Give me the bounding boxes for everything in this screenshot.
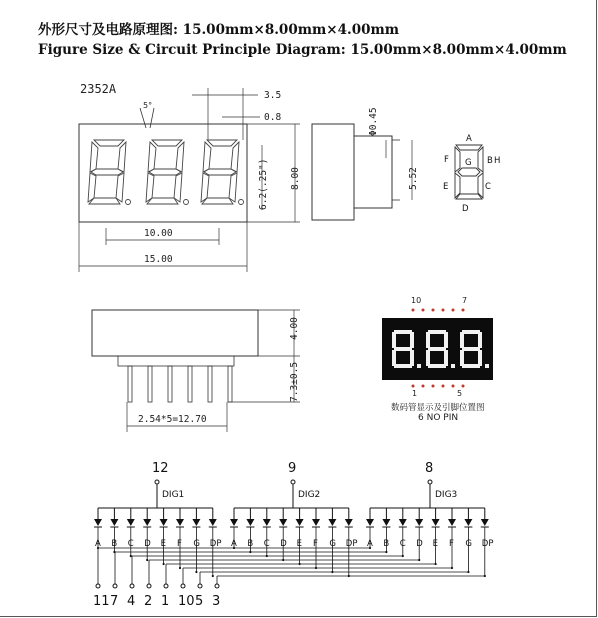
circuit-seg-label: E bbox=[296, 539, 302, 549]
photo-pin-10: 10 bbox=[411, 296, 422, 305]
front-view-digits bbox=[88, 140, 244, 205]
photo-pin-1: 1 bbox=[412, 389, 418, 398]
circuit-seg-label: A bbox=[231, 539, 237, 549]
dim-span: 10.00 bbox=[144, 228, 173, 239]
circuit-seg-label: A bbox=[367, 539, 373, 549]
photo-segment bbox=[410, 332, 414, 348]
decimal-point-1 bbox=[126, 200, 131, 205]
circuit-bottom-pin: 4 bbox=[127, 594, 136, 609]
pin-dot bbox=[442, 309, 445, 312]
pin-leg bbox=[208, 366, 212, 402]
photo-segment bbox=[410, 350, 414, 366]
circuit-seg-label: DP bbox=[345, 539, 358, 549]
photo-segment bbox=[392, 350, 396, 366]
photo-caption-en: 6 NO PIN bbox=[418, 413, 459, 423]
photo-segment bbox=[394, 364, 412, 368]
photo-pin-dots-top bbox=[412, 309, 465, 312]
circuit-seg-label: G bbox=[329, 539, 336, 549]
led-diode bbox=[296, 519, 304, 526]
pin-dot bbox=[422, 385, 425, 388]
pin-dot bbox=[432, 309, 435, 312]
led-diode bbox=[382, 519, 390, 526]
led-diode bbox=[209, 519, 217, 526]
circuit-bottom-pin: 11 bbox=[93, 594, 110, 609]
photo-segment bbox=[462, 330, 480, 334]
dim-angle: 5° bbox=[143, 101, 153, 110]
side-view-body bbox=[312, 124, 354, 220]
led-diode bbox=[94, 519, 102, 526]
pin-leg bbox=[188, 366, 192, 402]
seg-label-g: G bbox=[465, 158, 472, 168]
dim-pin-pitch: 2.54*5=12.70 bbox=[138, 414, 207, 425]
front-view-body bbox=[79, 124, 247, 222]
seg-label-d: D bbox=[462, 204, 469, 214]
led-diode bbox=[176, 519, 184, 526]
circuit-seg-label: G bbox=[465, 539, 472, 549]
photo-segment bbox=[478, 332, 482, 348]
photo-pin-5: 5 bbox=[457, 389, 463, 398]
led-diode bbox=[279, 519, 287, 526]
pin-dot bbox=[412, 385, 415, 388]
circuit-seg-label: DP bbox=[209, 539, 222, 549]
led-diode bbox=[464, 519, 472, 526]
circuit-seg-label: D bbox=[416, 539, 423, 549]
photo-segment bbox=[460, 350, 464, 366]
dim-seg-width: 0.8 bbox=[264, 112, 282, 123]
circuit-dig-name-2: DIG2 bbox=[298, 490, 321, 500]
dim-pin-length: 7.3±0.5 bbox=[289, 361, 300, 402]
circuit-dig-pin-1: 12 bbox=[152, 461, 169, 476]
led-diode bbox=[143, 519, 151, 526]
pin-dot bbox=[452, 309, 455, 312]
circuit-seg-label: C bbox=[127, 539, 134, 549]
pin-leg bbox=[128, 366, 132, 402]
led-diode bbox=[481, 519, 489, 526]
circuit-seg-label: C bbox=[399, 539, 406, 549]
led-diode bbox=[448, 519, 456, 526]
photo-pin-7: 7 bbox=[462, 296, 468, 305]
circuit-bottom-pin: 1 bbox=[161, 594, 170, 609]
circuit-seg-label: E bbox=[432, 539, 438, 549]
dim-height: 8.00 bbox=[290, 167, 301, 190]
title-chinese: 外形尺寸及电路原理图: 15.00mm×8.00mm×4.00mm bbox=[38, 22, 400, 38]
seg-label-c: C bbox=[485, 182, 491, 192]
model-number: 2352A bbox=[80, 82, 117, 96]
circuit-seg-label: G bbox=[193, 539, 200, 549]
dim-width: 15.00 bbox=[144, 254, 173, 265]
pin-dot bbox=[462, 385, 465, 388]
circuit-seg-label: B bbox=[111, 539, 118, 549]
circuit-seg-label: C bbox=[263, 539, 270, 549]
circuit-bottom-pin: 10 bbox=[178, 594, 195, 609]
circuit-seg-label: B bbox=[247, 539, 254, 549]
segment-map bbox=[455, 145, 483, 199]
pin-dot bbox=[432, 385, 435, 388]
photo-segment bbox=[444, 350, 448, 366]
pin-leg bbox=[168, 366, 172, 402]
circuit-bottom-pin: 5 bbox=[195, 594, 204, 609]
photo-segment bbox=[462, 347, 480, 351]
led-diode bbox=[415, 519, 423, 526]
circuit-seg-label: DP bbox=[481, 539, 494, 549]
circuit-dig-name-1: DIG1 bbox=[162, 490, 185, 500]
dim-depth: 4.00 bbox=[289, 317, 300, 340]
decimal-point-3 bbox=[239, 200, 244, 205]
circuit-seg-label: F bbox=[313, 539, 318, 549]
circuit-dig-pin-3: 8 bbox=[425, 461, 434, 476]
circuit-diagram bbox=[93, 461, 493, 609]
pin-dot bbox=[422, 309, 425, 312]
photo-decimal-point bbox=[417, 364, 421, 368]
circuit-dig-name-3: DIG3 bbox=[435, 490, 458, 500]
seg-label-e: E bbox=[443, 182, 449, 192]
led-diode bbox=[192, 519, 200, 526]
pins bbox=[128, 366, 232, 402]
bottom-view-body bbox=[92, 310, 258, 356]
photo-decimal-point bbox=[451, 364, 455, 368]
led-diode bbox=[328, 519, 336, 526]
photo-segment bbox=[428, 347, 446, 351]
photo-segment bbox=[462, 364, 480, 368]
circuit-seg-label: E bbox=[160, 539, 166, 549]
led-diode bbox=[345, 519, 353, 526]
seg-label-a: A bbox=[466, 134, 472, 144]
led-diode bbox=[263, 519, 271, 526]
decimal-point-2 bbox=[184, 200, 189, 205]
pin-leg bbox=[228, 366, 232, 402]
photo-segment bbox=[426, 350, 430, 366]
photo-pin-dots-bottom bbox=[412, 385, 465, 388]
photo-decimal-point bbox=[485, 364, 489, 368]
circuit-seg-label: D bbox=[280, 539, 287, 549]
led-diode bbox=[432, 519, 440, 526]
title-english: Figure Size & Circuit Principle Diagram: 15.00mm×8.00mm×4.00mm bbox=[38, 42, 567, 58]
circuit-bottom-pin: 7 bbox=[110, 594, 119, 609]
photo-segment bbox=[444, 332, 448, 348]
photo-caption-cn: 数码管显示及引脚位置图 bbox=[391, 403, 485, 413]
seg-label-f: F bbox=[444, 155, 449, 165]
circuit-seg-label: F bbox=[449, 539, 454, 549]
dim-pitch: 3.5 bbox=[264, 90, 282, 101]
seg-label-h: H bbox=[494, 156, 501, 166]
pin-leg bbox=[148, 366, 152, 402]
led-diode bbox=[160, 519, 168, 526]
dim-pin-diameter: Φ0.45 bbox=[368, 107, 379, 136]
circuit-seg-label: F bbox=[177, 539, 182, 549]
photo-segment bbox=[428, 364, 446, 368]
led-diode bbox=[246, 519, 254, 526]
led-diode bbox=[312, 519, 320, 526]
seg-label-b: B bbox=[487, 156, 493, 166]
led-diode bbox=[230, 519, 238, 526]
photo-segment bbox=[426, 332, 430, 348]
photo-segment bbox=[478, 350, 482, 366]
pin-dot bbox=[452, 385, 455, 388]
pin-dot bbox=[462, 309, 465, 312]
circuit-bottom-pin: 2 bbox=[144, 594, 153, 609]
pin-dot bbox=[412, 309, 415, 312]
photo-segment bbox=[394, 330, 412, 334]
led-diode bbox=[127, 519, 135, 526]
led-diode bbox=[366, 519, 374, 526]
circuit-seg-label: D bbox=[144, 539, 151, 549]
led-diode bbox=[110, 519, 118, 526]
dim-digit-height: 6.2(.25") bbox=[258, 158, 269, 210]
circuit-seg-label: A bbox=[95, 539, 101, 549]
circuit-dig-pin-2: 9 bbox=[288, 461, 297, 476]
pin-dot bbox=[442, 385, 445, 388]
photo-segment bbox=[428, 330, 446, 334]
dim-side-height: 5.52 bbox=[408, 167, 419, 190]
circuit-seg-label: B bbox=[383, 539, 390, 549]
photo-segment bbox=[394, 347, 412, 351]
photo-segment bbox=[392, 332, 396, 348]
led-diode bbox=[399, 519, 407, 526]
photo-segment bbox=[460, 332, 464, 348]
circuit-bottom-pin: 3 bbox=[212, 594, 221, 609]
